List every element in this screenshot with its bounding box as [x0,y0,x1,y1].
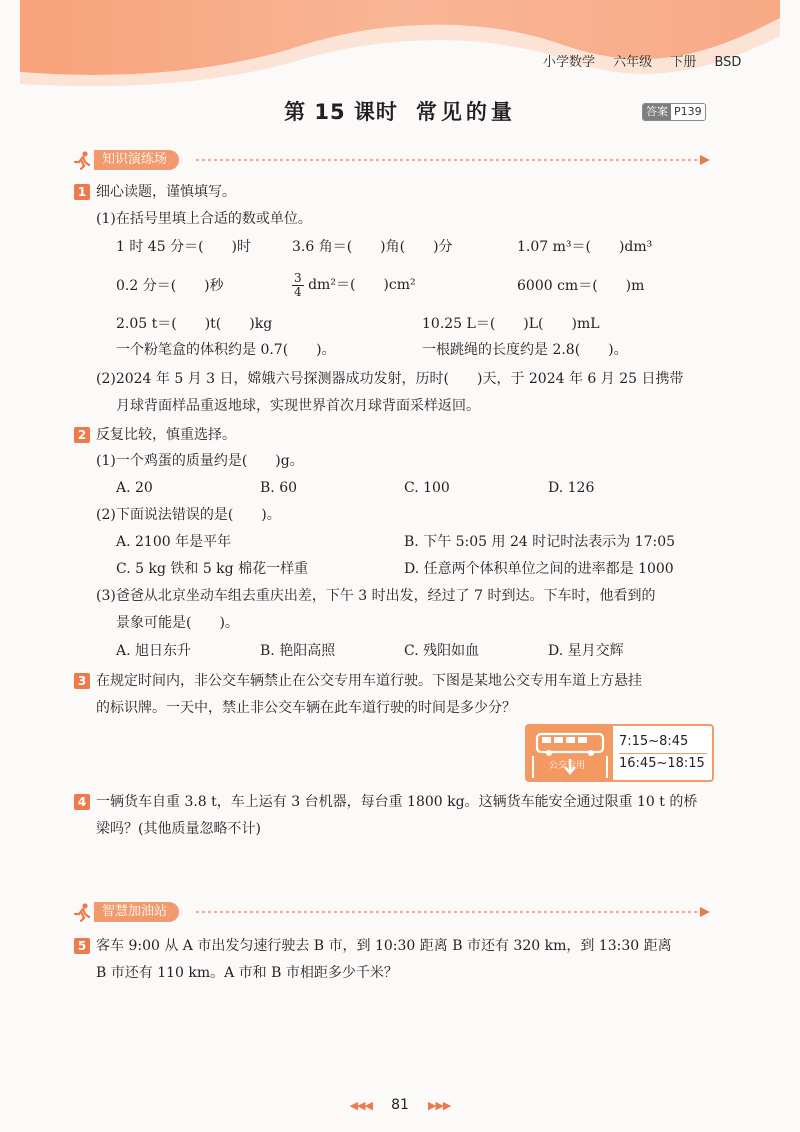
q5-line2: B 市还有 110 km。A 市和 B 市相距多少千米？ [96,965,398,981]
section-header-practice [72,149,179,171]
fraction-numerator: 3 [294,270,302,285]
header-band [0,0,800,100]
grade-label: 六年级 [613,55,653,70]
sign-time-morning: 7:15~8:45 [619,734,689,749]
next-arrows-icon: ▶▶▶ [428,1099,451,1112]
q1-title: 细心读题，谨慎填写。 [96,184,236,200]
q2-part1: (1)一个鸡蛋的质量约是( )g。 [96,453,304,469]
section-header-boost [72,901,179,923]
lesson-title: 常见的量 [415,100,516,124]
q2-title: 反复比较，慎重选择。 [96,427,236,443]
edition-label: BSD [714,55,742,70]
q2-part3-line2: 景象可能是( )。 [116,615,239,631]
q2-p2-option-a: A. 2100 年是平年 [116,534,232,550]
q1-part1-title: (1)在括号里填上合适的数或单位。 [96,211,312,227]
q3-line1: 在规定时间内，非公交车辆禁止在公交专用车道行驶。下图是某地公交专用车道上方悬挂 [96,673,642,689]
q1-fill-jiao: 3.6 角＝( )角( )分 [292,239,453,255]
runner-icon [72,902,92,922]
q2-p3-option-a: A. 旭日东升 [116,643,192,659]
q1-part2-line2: 月球背面样品重返地球，实现世界首次月球背面采样返回。 [116,398,480,414]
lesson-number: 第 15 课时 [284,100,398,124]
fraction-denominator: 4 [294,284,302,299]
question-number-4: 4 [74,794,90,810]
q1-fill-seconds: 0.2 分＝( )秒 [116,278,224,294]
course-info [543,51,741,70]
answer-key-label: 答案 [643,104,671,120]
runner-icon [72,150,92,170]
q2-p3-option-c: C. 残阳如血 [404,643,480,659]
q4-line1: 一辆货车自重 3.8 t，车上运有 3 台机器，每台重 1800 kg。这辆货车能安全通过限重 10 t 的桥 [96,794,698,810]
q2-p3-option-d: D. 星月交辉 [548,643,624,659]
q1-fill-mass: 2.05 t＝( )t( )kg [116,316,273,332]
q2-p1-option-b: B. 60 [260,480,298,496]
q1-fill-length: 6000 cm＝( )m [517,278,645,294]
sign-lane-label: 公交专用 [549,761,586,771]
answer-page-badge [642,103,706,121]
q1-fill-volume: 1.07 m³＝( )dm³ [517,239,653,255]
sign-bus-panel [527,726,613,780]
q2-p1-option-a: A. 20 [116,480,153,496]
q2-p1-option-c: C. 100 [404,480,450,496]
bus-icon [527,726,613,780]
question-number-3: 3 [74,673,90,689]
q1-fill-area [292,268,416,302]
q4-line2: 梁吗？(其他质量忽略不计) [96,821,261,837]
section-title-boost: 智慧加油站 [94,902,179,922]
subject-label: 小学数学 [543,55,596,70]
q1-fill-chalkbox: 一个粉笔盒的体积约是 0.7( )。 [116,342,336,358]
question-number-2: 2 [74,427,90,443]
bus-lane-sign [525,724,714,782]
page-footer [0,1094,800,1113]
q2-p2-option-b: B. 下午 5:05 用 24 时记时法表示为 17:05 [404,534,676,550]
q5-line1: 客车 9:00 从 A 市出发匀速行驶去 B 市，到 10:30 距离 B 市还有 320 km，到 13:30 距离 [96,938,672,954]
q2-part3-line1: (3)爸爸从北京坐动车组去重庆出差，下午 3 时出发，经过了 7 时到达。下车时，他看到的 [96,588,656,604]
q2-p3-option-b: B. 艳阳高照 [260,643,336,659]
q2-p2-option-d: D. 任意两个体积单位之间的进率都是 1000 [404,561,674,577]
section-divider [196,155,712,165]
question-number-1: 1 [74,184,90,200]
q1-part2-line1: (2)2024 年 5 月 3 日，嫦娥六号探测器成功发射，历时( )天，于 2024 年 6 月 25 日携带 [96,371,684,387]
answer-page-number: P139 [671,104,705,120]
sign-times [619,731,705,775]
q1-fill-area-rest: dm²＝( )cm² [308,277,416,293]
question-number-5: 5 [74,938,90,954]
fraction [292,272,304,299]
q2-part2: (2)下面说法错误的是( )。 [96,507,281,523]
sign-time-evening: 16:45~18:15 [619,756,705,771]
section-title-practice: 知识演练场 [94,150,179,170]
q2-p2-option-c: C. 5 kg 铁和 5 kg 棉花一样重 [116,561,309,577]
q2-p1-option-d: D. 126 [548,480,595,496]
q1-fill-hours: 1 时 45 分＝( )时 [116,239,251,255]
q3-line2: 的标识牌。一天中，禁止非公交车辆在此车道行驶的时间是多少分？ [96,700,516,716]
page-number: 81 [391,1097,409,1113]
q1-fill-jumprope: 一根跳绳的长度约是 2.8( )。 [422,342,628,358]
volume-label: 下册 [670,55,697,70]
q1-fill-capacity: 10.25 L＝( )L( )mL [422,316,600,332]
section-divider [196,907,712,917]
prev-arrows-icon: ◀◀◀ [349,1099,372,1112]
